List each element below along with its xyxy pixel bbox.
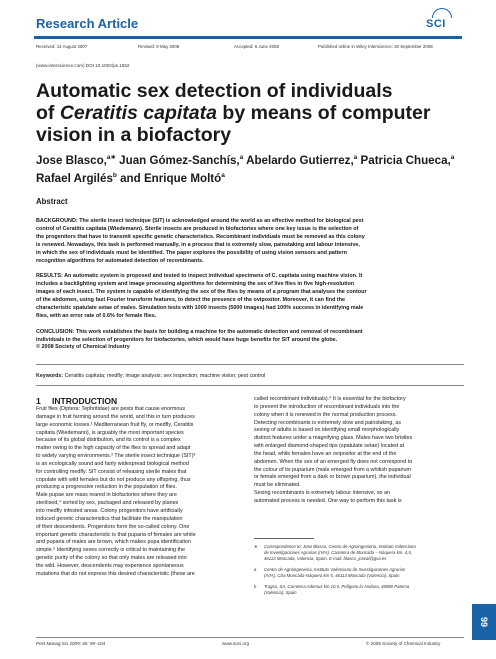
- abstract-line: flies, with an error rate of 0.6% for female flies.: [36, 312, 157, 319]
- header-rule: [34, 36, 462, 39]
- footnote-text: (Valencia), Spain: [264, 590, 297, 596]
- revised-date: Revised: 9 May 2008: [138, 44, 180, 49]
- sci-logo-text: SCI: [426, 18, 446, 30]
- author-affiliation-mark: a: [353, 154, 358, 161]
- footnote-text: Correspondence to: Jose Blasco, Centro de Agroingenieria, Instituto Valenciano: [264, 544, 416, 549]
- abstract-line: © 2008 Society of Chemical Industry: [36, 344, 130, 351]
- title-line-1: Automatic sex detection of individuals: [36, 80, 393, 102]
- page-number-text: 99: [478, 616, 489, 628]
- body-text-line: called recombinant individuals).⁶ It is essential for the biofactory: [254, 396, 406, 402]
- body-text-line: induced genetic characteristics that facilitate the manipulation: [36, 515, 183, 522]
- body-text-line: into medfly infested areas. Colony progenitors have artificially: [36, 507, 183, 514]
- body-text-line: for controlling medfly. SIT consist of releasing sterile males that: [36, 468, 187, 475]
- abstract-heading: Abstract: [36, 197, 68, 206]
- author-name: Jose Blasco,: [36, 154, 107, 167]
- author-affiliation-mark: a: [450, 154, 455, 161]
- body-text-line: sexing of adults is based on identifying small morphologically: [254, 427, 400, 434]
- body-text-line: matter owing to the high capacity of the flies to spread and adapt: [36, 445, 191, 452]
- body-text-line: Fruit flies (Diptera: Tephritidae) are pests that cause enormous: [36, 406, 186, 412]
- abstract-line: CONCLUSION: This work establishes the basis for building a machine for the automatic detection and removal of recombinant: [36, 328, 363, 335]
- footer-rule: [36, 637, 464, 638]
- footnote-mark: b: [254, 584, 257, 590]
- body-text-line: must be eliminated.: [254, 482, 301, 489]
- author-affiliation-mark: a∗: [106, 154, 116, 161]
- author-name: Juan Gómez-Sanchís,: [115, 154, 240, 167]
- body-text-line: the head, while females have an ovipositor at the end of the: [254, 450, 397, 457]
- body-text-line: because of its global distribution, and its control is a complex: [36, 437, 181, 444]
- abstract-line: is renewed. Nowadays, this task is performed manually, in a process that is extremely slow, painstaking and labour intensive,: [36, 241, 360, 248]
- footnote: [254, 567, 464, 579]
- body-right-column: [254, 396, 464, 506]
- abstract-line: the progenitors that have to transmit specific genetic characteristics. Recombinant individuals must be removed as this colony: [36, 233, 365, 240]
- abstract-line: recognition algorithms for automated detection of recombinants.: [36, 257, 204, 264]
- article-dates: [36, 44, 462, 52]
- title-line-2: [36, 102, 456, 124]
- body-text-line: Male pupae are mass reared in biofactories where they are: [36, 492, 177, 499]
- author-name: Abelardo Gutierrez,: [243, 154, 354, 167]
- section-number: 1: [36, 396, 41, 406]
- body-text-line: automated process is needed. One way to perform this task is: [254, 497, 402, 504]
- keywords-text: Ceratitis capitata; medfly; image analysis; sex inspection; machine vision; pest control: [63, 373, 266, 379]
- page-number: [472, 604, 496, 640]
- author-affiliation-mark: a: [221, 172, 225, 179]
- body-text-line: Sexing recombinants is extremely labour intensive, so an: [254, 490, 391, 497]
- published-date: Published online in Wiley Interscience: 30 September 2008: [318, 44, 433, 49]
- footnote: [254, 584, 464, 596]
- abstract-line: RESULTS: An automatic system is proposed and tested to inspect individual specimens of C. capitata using machine vision. It: [36, 273, 363, 280]
- body-text-line: simple.⁵ Identifying sexes correctly is critical to maintaining the: [36, 547, 186, 554]
- body-text-line: sterilised,⁴ sorted by sex, packaged and released by planes: [36, 500, 179, 507]
- doi-line[interactable]: (www.interscience.com) DOI 10.1002/ps.1652: [36, 63, 130, 68]
- body-text-line: mutations that do not express this desired characteristic (these are: [36, 570, 195, 577]
- body-text-line: of their descendents. Progenitors form the so-called colony. One: [36, 523, 190, 530]
- body-text-line: producing a progressive reduction in the population of flies.: [36, 484, 177, 491]
- body-text-line: and puparia of males are brown, which makes pupa identification: [36, 539, 191, 546]
- body-text-line: genetic purity of the colony so that only males are released into: [36, 555, 187, 562]
- author-line-2: [36, 168, 466, 186]
- abstract-line: images of each insect. The system is capable of identifying the sex of the flies by means of a program that analyses the contour: [36, 289, 367, 296]
- title-line-2-post: by means of computer: [216, 102, 431, 124]
- sci-logo: [424, 8, 462, 34]
- title-species: Ceratitis capitata: [59, 102, 217, 124]
- body-text-line: with enlarged diamond-shaped tips (spatulate setae) located at: [254, 443, 405, 450]
- body-text-line: capitata (Wiedemann), is arguably the most important species: [36, 429, 184, 436]
- keywords-rule-top: [36, 364, 464, 365]
- article-type-label: Research Article: [36, 16, 139, 31]
- footnote-text: Centro de Agroingenieria, Instituto Valenciano de Investigaciones Agrarias: [264, 567, 406, 573]
- keywords-line: [36, 373, 464, 379]
- abstract-background: [36, 218, 464, 265]
- body-text-line: the wild. However, descendents may experience spontaneous: [36, 562, 184, 569]
- body-left-column: [36, 406, 246, 579]
- sci-logo-arc-icon: [432, 8, 452, 18]
- abstract-line: BACKGROUND: The sterile insect technique (SIT) is acknowledged around the world as an effective method for biological pest: [36, 218, 364, 224]
- abstract-results: [36, 273, 464, 320]
- body-text-line: important genetic characteristic is that puparia of females are white: [36, 531, 196, 538]
- body-text-line: copulate with wild females but do not produce any offspring, thus: [36, 476, 191, 483]
- body-text-line: abdomen. When the sex of an emerged fly does not correspond to: [254, 458, 413, 465]
- body-text-line: Detecting recombinants is extremely slow and painstaking, as: [254, 419, 402, 426]
- footnote: [254, 544, 464, 563]
- footnote-text: Tragsa, SA, Carretera Ademuz km 10.5, Polígono la Andana, 46980 Paterna: [264, 584, 410, 590]
- footnotes: [254, 544, 464, 601]
- body-text-line: is an ecologically sound and fairly widespread biological method: [36, 460, 189, 467]
- body-text-line: damage in fruit farming around the world, and this in turn produces: [36, 413, 195, 420]
- abstract-conclusion: [36, 329, 464, 353]
- footnote-line: [254, 556, 464, 562]
- abstract-line: characteristic spatulate setae of males. Simulation tests with 1000 insects (5000 images) had 100% success in identifying male: [36, 304, 364, 311]
- body-text-line: to widely varying environments.² The sterile insect technique (SIT)³: [36, 453, 196, 460]
- body-text-line: to prevent the introduction of recombinant individuals into the: [254, 403, 400, 410]
- keywords-rule-bottom: [36, 385, 464, 386]
- footnote-rule: [254, 538, 314, 539]
- abstract-line: individuals in the selection of progenitors for biofactories, which would have huge benefits for SIT around the globe.: [36, 336, 338, 343]
- footnote-line: [254, 573, 464, 579]
- body-text-line: distinct features under a magnifying glass. Males have two bristles: [254, 435, 413, 442]
- footnote-mark: a: [254, 567, 257, 573]
- received-date: Received: 14 August 2007: [36, 44, 88, 49]
- body-text-line: the colour of its puparium (male emerged from a whitish puparium: [254, 466, 411, 473]
- abstract-line: of the abdomen, using fast Fourier transform features, to detect the presence of the ovipositor. Moreover, it can find the: [36, 297, 346, 304]
- author-affiliation-mark: a: [239, 154, 244, 161]
- footer-journal-citation: Pest Manag Sci 2009; 65: 99–104: [36, 641, 106, 646]
- author-name: Patricia Chueca,: [357, 154, 451, 167]
- abstract-line: includes a backlighting system and image processing algorithms for determining the sex of live flies in five high-resolution: [36, 281, 355, 288]
- footer-copyright: © 2008 Society of Chemical Industry: [366, 641, 441, 646]
- footnote-text: (IVIA), Ctra Moncada-Náquera km 5, 46113 Moncada (Valencia), Spain: [264, 573, 400, 579]
- footnote-mark: ∗: [254, 544, 258, 549]
- footnote-line: [254, 590, 464, 596]
- title-line-2-pre: of: [36, 102, 60, 124]
- author-list: [36, 150, 466, 186]
- footnote-text: de Investigaciones Agrarias (IVIA), Carretera de Moncada – Náquera km. 4,5,: [264, 550, 412, 556]
- abstract-line: in which the sex of individuals must be identified. The paper explores the possibility of using vision sensors and pattern: [36, 249, 347, 256]
- footer-site-link[interactable]: www.soci.org: [222, 641, 250, 646]
- section-title: INTRODUCTION: [52, 396, 118, 406]
- title-line-3: vision in a biofactory: [36, 124, 232, 146]
- accepted-date: Accepted: 6 June 2008: [234, 44, 279, 49]
- article-title: [36, 80, 456, 146]
- author-line-1: [36, 150, 466, 168]
- abstract-body: [36, 218, 464, 360]
- footnote-text: 46113 Moncada, Valencia, Spain. E-mail: blasco_josval@gva.es: [264, 556, 387, 562]
- body-text-line: large economic losses.¹ Mediterranean fruit fly, or medfly, Ceratitis: [36, 421, 194, 428]
- author-name: Rafael Argilés: [36, 172, 113, 185]
- body-text-line: or female emerged from a dark or brown puparium), the individual: [254, 474, 411, 481]
- body-text-line: colony when it is renewed in the normal production process.: [254, 411, 397, 418]
- author-name: and Enrique Moltó: [116, 172, 222, 185]
- section-heading-introduction: [36, 396, 117, 406]
- abstract-line: control of Ceratitis capitata (Wiedemann). Sterile insects are produced in biofactories where one key issue is the selection of: [36, 225, 359, 232]
- keywords-label: Keywords:: [36, 373, 64, 379]
- author-affiliation-mark: b: [112, 172, 117, 179]
